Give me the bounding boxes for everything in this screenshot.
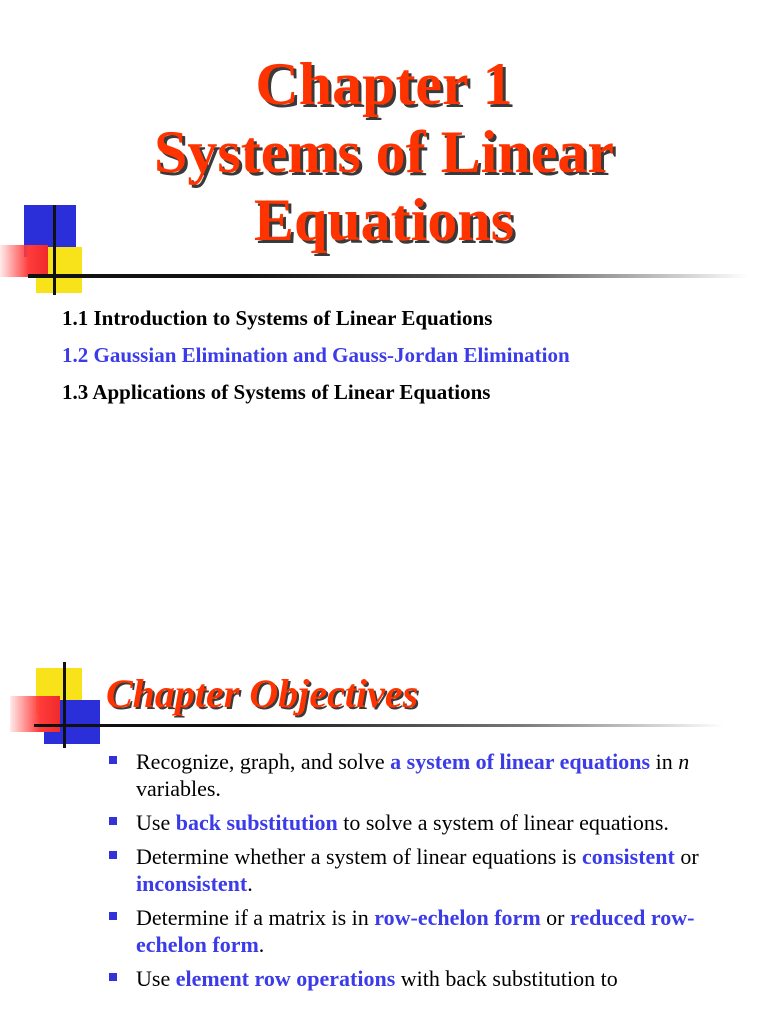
section-list [62,300,570,411]
bullet-square-icon [109,912,117,920]
title-divider-line [28,274,748,278]
objective-keyword: reduced row-echelon form [136,905,695,957]
objective-item [106,904,756,958]
objective-text: to solve a system of linear equations. [337,810,669,835]
objective-keyword: element row operations [175,966,396,991]
section-item-1-1: 1.1 Introduction to Systems of Linear Equations [62,306,493,330]
objective-item [106,965,756,992]
chapter-title-line: Systems of Linear [154,119,614,185]
bullet-square-icon [109,756,117,764]
objectives-title: Chapter Objectives [106,671,419,716]
objective-item [106,748,756,802]
objective-text: with back substitution to [395,966,618,991]
section-item-1-3: 1.3 Applications of Systems of Linear Equations [62,380,491,404]
objective-text: Determine whether a system of linear equations is [136,844,582,869]
slide-logo-icon [0,662,110,752]
objective-keyword: inconsistent [136,871,248,896]
objective-text: variables. [136,776,221,801]
objective-item [106,843,756,897]
objective-keyword: consistent [581,844,675,869]
bullet-square-icon [109,973,117,981]
chapter-title [0,50,768,254]
logo-vertical-line [63,662,66,748]
title-divider-line [34,724,724,727]
section-item-1-2: 1.2 Gaussian Elimination and Gauss-Jordan Elimination [62,343,570,367]
objective-text: Determine if a matrix is in [136,905,375,930]
objective-text: . [247,871,253,896]
objectives-list [106,748,756,999]
bullet-square-icon [109,851,117,859]
chapter-title-line: Equations [253,187,515,253]
objective-text: or [674,844,699,869]
chapter-title-line: Chapter 1 [255,51,513,117]
objective-keyword: row-echelon form [374,905,541,930]
objective-text: Use [136,966,176,991]
objective-keyword: a system of linear equations [390,749,651,774]
bullet-square-icon [109,817,117,825]
objective-text: Recognize, graph, and solve [136,749,391,774]
objective-text: . [258,932,265,957]
objective-text: or [540,905,570,930]
slide-chapter-objectives [0,640,768,1024]
objective-item [106,809,756,836]
objective-variable: n [678,749,690,774]
objective-text: Use [136,810,176,835]
objective-text: in [650,749,679,774]
objective-keyword: back substitution [175,810,338,835]
